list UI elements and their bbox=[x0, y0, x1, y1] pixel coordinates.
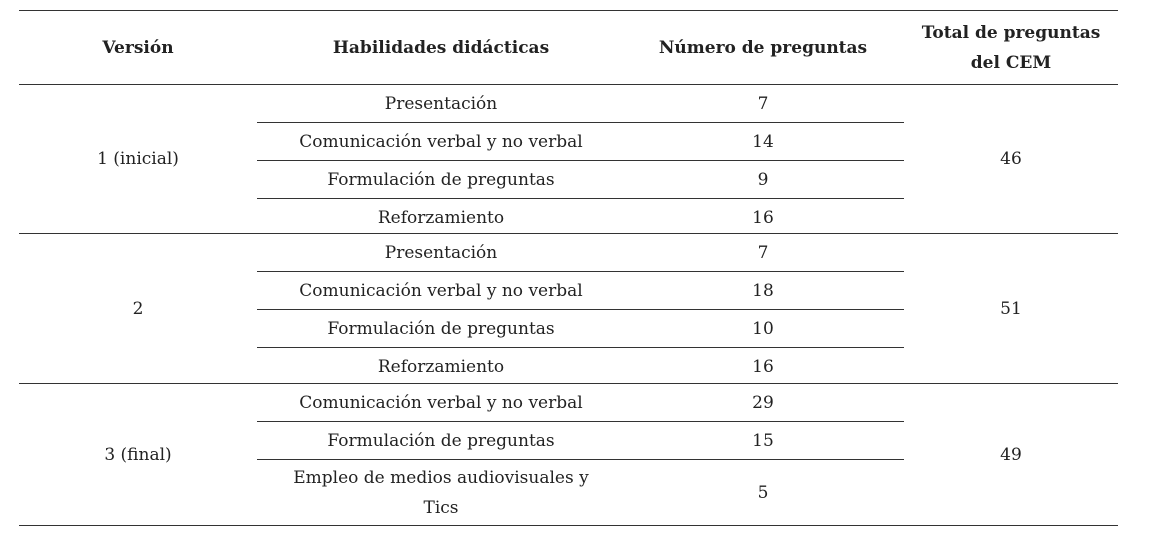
table-group-version-1 bbox=[19, 85, 1118, 234]
skill-cell: Comunicación verbal y no verbal bbox=[299, 392, 583, 413]
count-cell: 14 bbox=[752, 131, 774, 152]
count-cell: 5 bbox=[757, 483, 769, 503]
questions-table bbox=[19, 10, 1118, 526]
count-cell: 29 bbox=[752, 392, 774, 413]
count-cell: 9 bbox=[757, 169, 769, 190]
count-cell: 10 bbox=[752, 318, 774, 339]
header-version-label: Versión bbox=[102, 37, 174, 58]
skill-cell: Presentación bbox=[384, 242, 498, 263]
count-cell: 18 bbox=[752, 280, 774, 301]
header-skills bbox=[257, 11, 625, 84]
count-cell: 7 bbox=[757, 93, 769, 114]
table-row bbox=[257, 384, 904, 422]
table-row bbox=[257, 234, 904, 272]
count-cell: 16 bbox=[752, 207, 774, 228]
table-row bbox=[257, 310, 904, 348]
count-cell: 15 bbox=[752, 430, 774, 451]
table-row bbox=[257, 161, 904, 199]
header-total-line2: del CEM bbox=[970, 52, 1052, 73]
header-total bbox=[904, 11, 1118, 84]
skill-cell: Reforzamiento bbox=[377, 207, 505, 228]
skill-cell: Comunicación verbal y no verbal bbox=[299, 280, 583, 301]
skill-rows bbox=[257, 234, 904, 385]
total-cell: 46 bbox=[1000, 149, 1022, 169]
count-cell: 7 bbox=[757, 242, 769, 263]
header-skills-label: Habilidades didácticas bbox=[332, 37, 550, 58]
count-cell: 16 bbox=[752, 356, 774, 377]
skill-cell: Reforzamiento bbox=[377, 356, 505, 377]
skill-cell-line1: Empleo de medios audiovisuales y bbox=[293, 468, 589, 488]
skill-rows bbox=[257, 85, 904, 236]
skill-cell: Formulación de preguntas bbox=[327, 430, 555, 451]
table-row bbox=[257, 460, 904, 526]
header-total-line1: Total de preguntas bbox=[921, 22, 1101, 43]
total-cell: 51 bbox=[1000, 298, 1022, 319]
version-cell: 2 bbox=[132, 298, 144, 319]
header-count bbox=[625, 11, 901, 84]
table-row bbox=[257, 85, 904, 123]
table-row bbox=[257, 272, 904, 310]
skill-cell bbox=[257, 463, 625, 523]
header-version bbox=[19, 11, 257, 84]
table-group-version-3 bbox=[19, 384, 1118, 526]
skill-cell: Comunicación verbal y no verbal bbox=[299, 131, 583, 152]
table-row bbox=[257, 422, 904, 460]
version-cell: 3 (final) bbox=[104, 444, 172, 465]
skill-cell: Formulación de preguntas bbox=[327, 318, 555, 339]
header-count-label: Número de preguntas bbox=[658, 37, 868, 58]
version-cell: 1 (inicial) bbox=[97, 149, 179, 169]
skill-cell: Presentación bbox=[384, 93, 498, 114]
table-row bbox=[257, 199, 904, 236]
skill-cell-line2: Tics bbox=[423, 498, 459, 518]
skill-cell: Formulación de preguntas bbox=[327, 169, 555, 190]
skill-rows bbox=[257, 384, 904, 526]
table-row bbox=[257, 123, 904, 161]
total-cell: 49 bbox=[1000, 444, 1022, 465]
table-group-version-2 bbox=[19, 234, 1118, 384]
table-header bbox=[19, 11, 1118, 85]
table-row bbox=[257, 348, 904, 385]
